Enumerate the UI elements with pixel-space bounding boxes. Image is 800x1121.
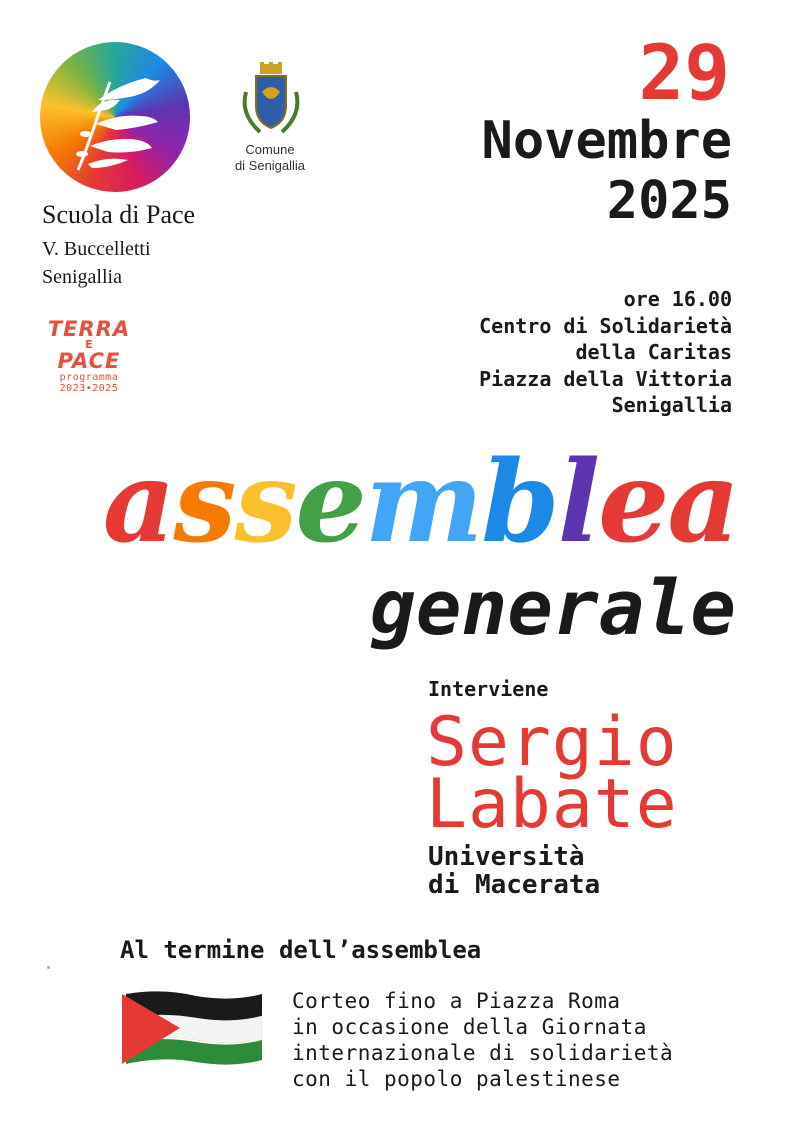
organizer-name: Scuola di Pace: [42, 200, 196, 229]
e-label: E: [85, 338, 93, 351]
title-letter: m: [364, 437, 482, 568]
closing-line-1: Corteo fino a Piazza Roma: [292, 989, 621, 1013]
date-day: 29: [638, 28, 730, 117]
title-letter: e: [598, 437, 668, 568]
title-letter: e: [295, 437, 365, 568]
speaker-affiliation-2: di Macerata: [428, 870, 601, 900]
pace-label: PACE: [57, 349, 121, 373]
closing-text: [292, 988, 673, 1092]
speaker-intro: Interviene: [428, 677, 549, 701]
organizer-sub-1: V. Buccelletti: [42, 238, 151, 260]
decorative-dot: [47, 966, 50, 969]
event-time: ore 16.00: [623, 287, 732, 311]
organizer-sub-2: Senigallia: [42, 266, 122, 288]
date-month: Novembre: [481, 111, 732, 171]
closing-line-2: in occasione della Giornata: [292, 1015, 647, 1039]
closing-line-4: con il popolo palestinese: [292, 1067, 621, 1091]
terra-label: TERRA: [47, 317, 131, 341]
venue-line-3: Piazza della Vittoria: [479, 366, 732, 391]
title-letter: a: [102, 437, 174, 568]
title-letter: s: [173, 437, 235, 568]
speaker-last-name: Labate: [426, 765, 678, 844]
comune-label: Comune di Senigallia: [234, 142, 306, 173]
title-assemblea: [103, 428, 738, 578]
title-letter: l: [557, 437, 599, 568]
closing-heading: Al termine dell’assemblea: [120, 936, 482, 964]
dove-hands-icon: [40, 42, 190, 192]
closing-line-3: internazionale di solidarietà: [292, 1041, 674, 1065]
years-label: 2023•2025: [59, 383, 119, 394]
title-generale: generale: [369, 563, 736, 652]
date-year: 2025: [606, 171, 732, 231]
comune-crest-icon: [236, 62, 306, 142]
venue-line-1: Centro di Solidarietà: [479, 313, 732, 338]
terra-e-pace-logo: [44, 318, 134, 394]
title-letter: a: [667, 437, 738, 568]
scuola-di-pace-logo: [40, 42, 190, 192]
venue-line-2: della Caritas: [575, 340, 732, 364]
palestine-flag-icon: [118, 988, 268, 1068]
title-letter: s: [234, 437, 296, 568]
programma-label: programma: [59, 372, 119, 383]
venue-line-4: Senigallia: [611, 393, 732, 417]
venue-block: [479, 286, 732, 419]
speaker-first-name: Sergio: [426, 703, 678, 782]
speaker-affiliation-1: Università: [428, 842, 585, 872]
title-letter: b: [481, 437, 558, 568]
